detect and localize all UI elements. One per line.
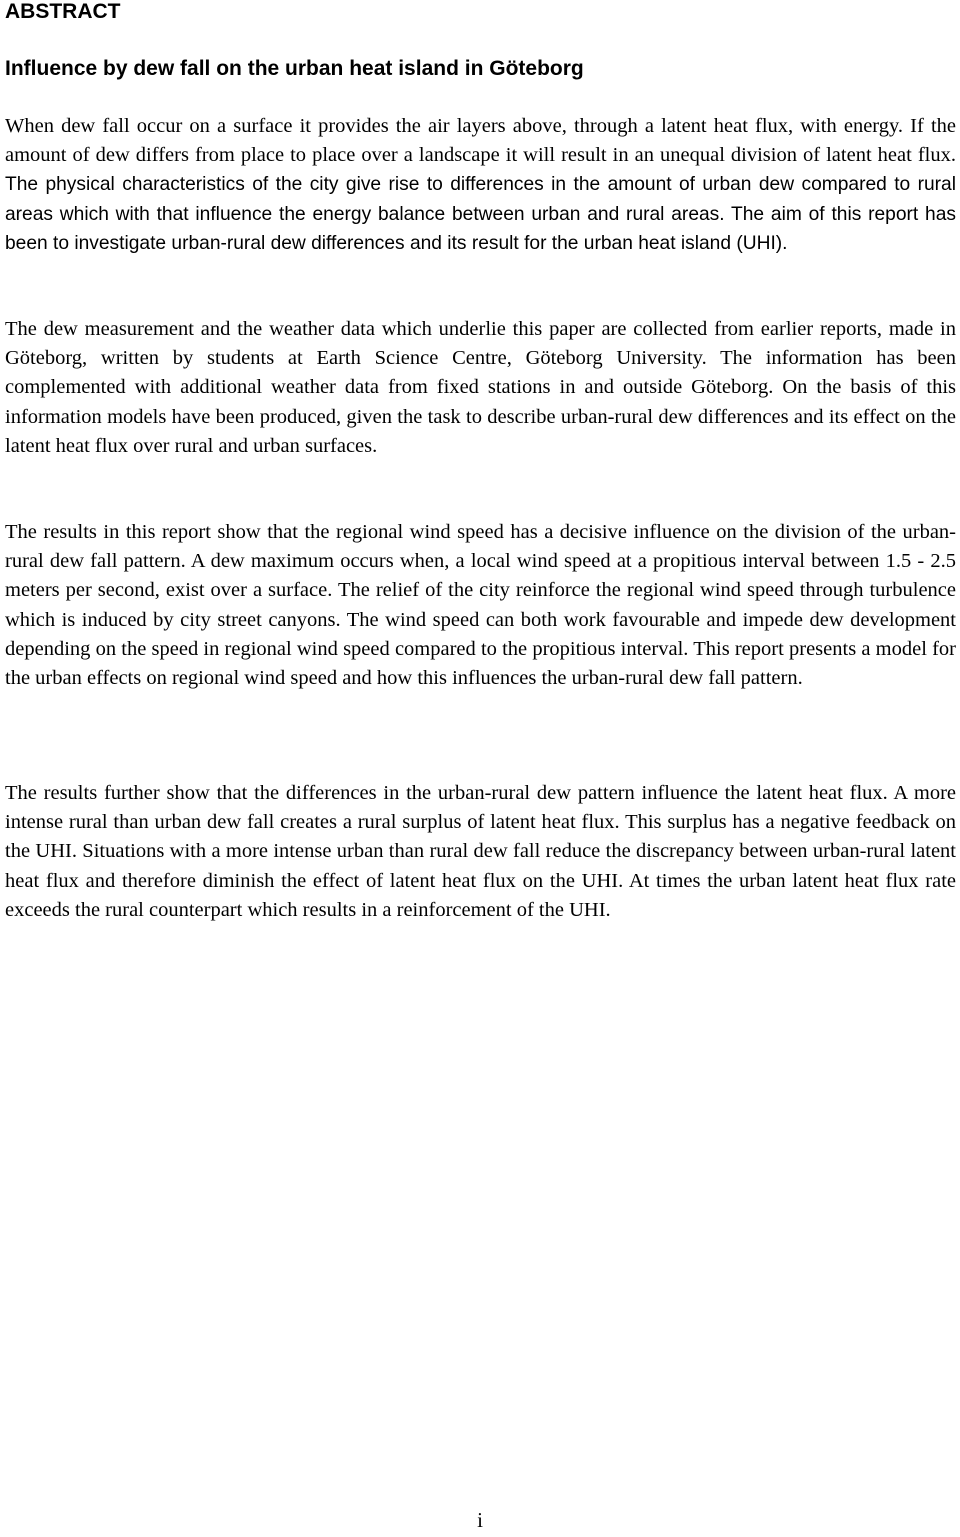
document-title: Influence by dew fall on the urban heat island in Göteborg [5,57,584,80]
abstract-paragraph-1 [5,112,956,258]
abstract-paragraph-4: The results further show that the differences in the urban-rural dew pattern influence the latent heat flux. A more intense rural than urban dew fall creates a rural surplus of latent heat flux. This surplus has a negative feedback on the UHI. Situations with a more intense urban than rural dew fall reduce the discrepancy between urban-rural latent heat flux and therefore diminish the effect of latent heat flux on the UHI. At times the urban latent heat flux rate exceeds the rural counterpart which results in a reinforcement of the UHI. [5,782,956,921]
paragraph-1-sans-text: The physical characteristics of the city give rise to differences in the amount of urban dew compared to rural areas which with that influence the energy balance between urban and rural areas. The aim of this report has been to investigate urban-rural dew differences and its result for the urban heat island (UHI). [5,174,956,254]
abstract-paragraph-3: The results in this report show that the regional wind speed has a decisive influence on the division of the urban-rural dew fall pattern. A dew maximum occurs when, a local wind speed at a propitious interval between 1.5 - 2.5 meters per second, exist over a surface. The relief of the city reinforce the regional wind speed through turbulence which is induced by city street canyons. The wind speed can both work favourable and impede dew development depending on the speed in regional wind speed compared to the propitious interval. This report presents a model for the urban effects on regional wind speed and how this influences the urban-rural dew fall pattern. [5,521,956,690]
paragraph-1-serif-text: When dew fall occur on a surface it provides the air layers above, through a latent heat flux, with energy. If the amount of dew differs from place to place over a landscape it will result in an unequal division of latent heat flux. [5,115,956,167]
page-number: i [477,1508,483,1532]
section-heading: ABSTRACT [5,0,121,23]
abstract-paragraph-2: The dew measurement and the weather data which underlie this paper are collected from earlier reports, made in Göteborg, written by students at Earth Science Centre, Göteborg University. The information has been complemented with additional weather data from fixed stations in and outside Göteborg. On the basis of this information models have been produced, given the task to describe urban-rural dew differences and its effect on the latent heat flux over rural and urban surfaces. [5,318,956,457]
